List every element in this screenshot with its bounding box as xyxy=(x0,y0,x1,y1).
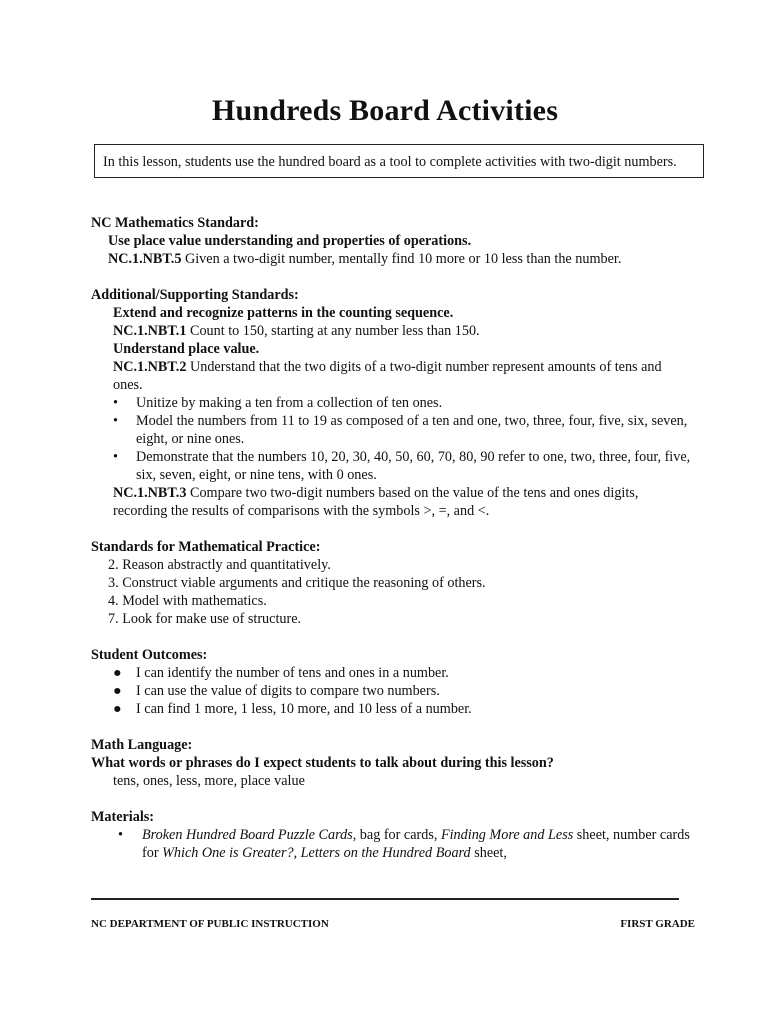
materials-section xyxy=(91,808,691,862)
nc-standard-heading: NC Mathematics Standard: xyxy=(91,215,259,231)
page-title: Hundreds Board Activities xyxy=(211,94,559,127)
intro-box: In this lesson, students use the hundred board as a tool to complete activities with two-digit numbers. xyxy=(94,144,704,178)
nbt5-text: Given a two-digit number, mentally find 10 more or 10 less than the number. xyxy=(181,251,622,267)
standard-nbt1 xyxy=(91,322,691,340)
outcomes-heading: Student Outcomes: xyxy=(91,647,208,663)
material-puzzle-cards: Broken Hundred Board Puzzle Cards xyxy=(142,827,353,843)
nc-standard-section xyxy=(91,214,691,268)
materials-sep: , bag for cards, xyxy=(352,827,441,843)
bullet-icon: ● xyxy=(113,665,122,681)
nbt2-bullet-list xyxy=(91,394,691,484)
list-item xyxy=(91,682,691,700)
additional-heading: Additional/Supporting Standards: xyxy=(91,287,299,303)
nbt3-code: NC.1.NBT.3 xyxy=(113,485,187,501)
materials-sep: sheet, number cards for xyxy=(142,827,690,861)
bullet-icon: • xyxy=(113,449,118,465)
nbt1-code: NC.1.NBT.1 xyxy=(113,323,187,339)
list-item xyxy=(91,448,691,484)
footer-grade: FIRST GRADE xyxy=(620,918,695,930)
standard-nbt2 xyxy=(91,358,691,394)
list-item xyxy=(91,826,691,862)
footer-divider xyxy=(91,898,679,900)
list-item xyxy=(91,700,691,718)
materials-list xyxy=(91,826,691,862)
material-letters-board: Letters on the Hundred Board xyxy=(300,845,471,861)
language-words: tens, ones, less, more, place value xyxy=(113,773,305,789)
bullet-icon: ● xyxy=(113,683,122,699)
list-item xyxy=(91,412,691,448)
materials-heading: Materials: xyxy=(91,809,155,825)
language-question: What words or phrases do I expect students to talk about during this lesson? xyxy=(91,755,554,771)
materials-sep: , xyxy=(293,845,301,861)
list-item-text: I can identify the number of tens and ones in a number. xyxy=(136,665,449,681)
language-heading: Math Language: xyxy=(91,737,193,753)
materials-sep: sheet, xyxy=(470,845,507,861)
list-item xyxy=(91,664,691,682)
practice-item: 3. Construct viable arguments and critique the reasoning of others. xyxy=(108,575,486,591)
practice-heading: Standards for Mathematical Practice: xyxy=(91,539,321,555)
nbt2-text: Understand that the two digits of a two-digit number represent amounts of tens and ones. xyxy=(113,359,662,393)
outcomes-list xyxy=(91,664,691,718)
material-more-less-sheet: Finding More and Less xyxy=(440,827,574,843)
list-item-text: I can find 1 more, 1 less, 10 more, and 10 less of a number. xyxy=(136,701,472,717)
practice-item: 7. Look for make use of structure. xyxy=(108,611,302,627)
nbt3-text: Compare two two-digit numbers based on the value of the tens and ones digits, recording the results of comparisons with the symbols >, =, and <. xyxy=(113,485,639,519)
materials-text xyxy=(142,827,690,861)
practice-item: 4. Model with mathematics. xyxy=(108,593,267,609)
additional-standards-section xyxy=(91,286,691,520)
lesson-content xyxy=(91,214,691,880)
list-item-text: I can use the value of digits to compare two numbers. xyxy=(136,683,440,699)
material-which-greater: Which One is Greater? xyxy=(162,845,294,861)
bullet-icon: • xyxy=(113,395,118,411)
practice-item: 2. Reason abstractly and quantitatively. xyxy=(108,557,331,573)
standard-nbt3 xyxy=(91,484,691,520)
nc-standard-nbt5 xyxy=(91,250,691,268)
practice-section xyxy=(91,538,691,628)
nbt1-text: Count to 150, starting at any number less than 150. xyxy=(186,323,480,339)
bullet-icon: ● xyxy=(113,701,122,717)
list-item-text: Model the numbers from 11 to 19 as composed of a ten and one, two, three, four, five, six, seven, eight, or nine ones. xyxy=(136,413,688,447)
language-section xyxy=(91,736,691,790)
additional-sub2: Understand place value. xyxy=(113,341,260,357)
additional-sub1: Extend and recognize patterns in the counting sequence. xyxy=(113,305,454,321)
nc-standard-subheading: Use place value understanding and properties of operations. xyxy=(108,233,472,249)
bullet-icon: • xyxy=(118,827,123,843)
footer-department: NC DEPARTMENT OF PUBLIC INSTRUCTION xyxy=(91,918,329,930)
list-item-text: Unitize by making a ten from a collection of ten ones. xyxy=(136,395,443,411)
list-item-text: Demonstrate that the numbers 10, 20, 30, 40, 50, 60, 70, 80, 90 refer to one, two, three, four, five, six, seven, eight, or nine tens, with 0 ones. xyxy=(136,449,691,483)
list-item xyxy=(91,394,691,412)
bullet-icon: • xyxy=(113,413,118,429)
nbt2-code: NC.1.NBT.2 xyxy=(113,359,187,375)
nbt5-code: NC.1.NBT.5 xyxy=(108,251,182,267)
outcomes-section xyxy=(91,646,691,718)
